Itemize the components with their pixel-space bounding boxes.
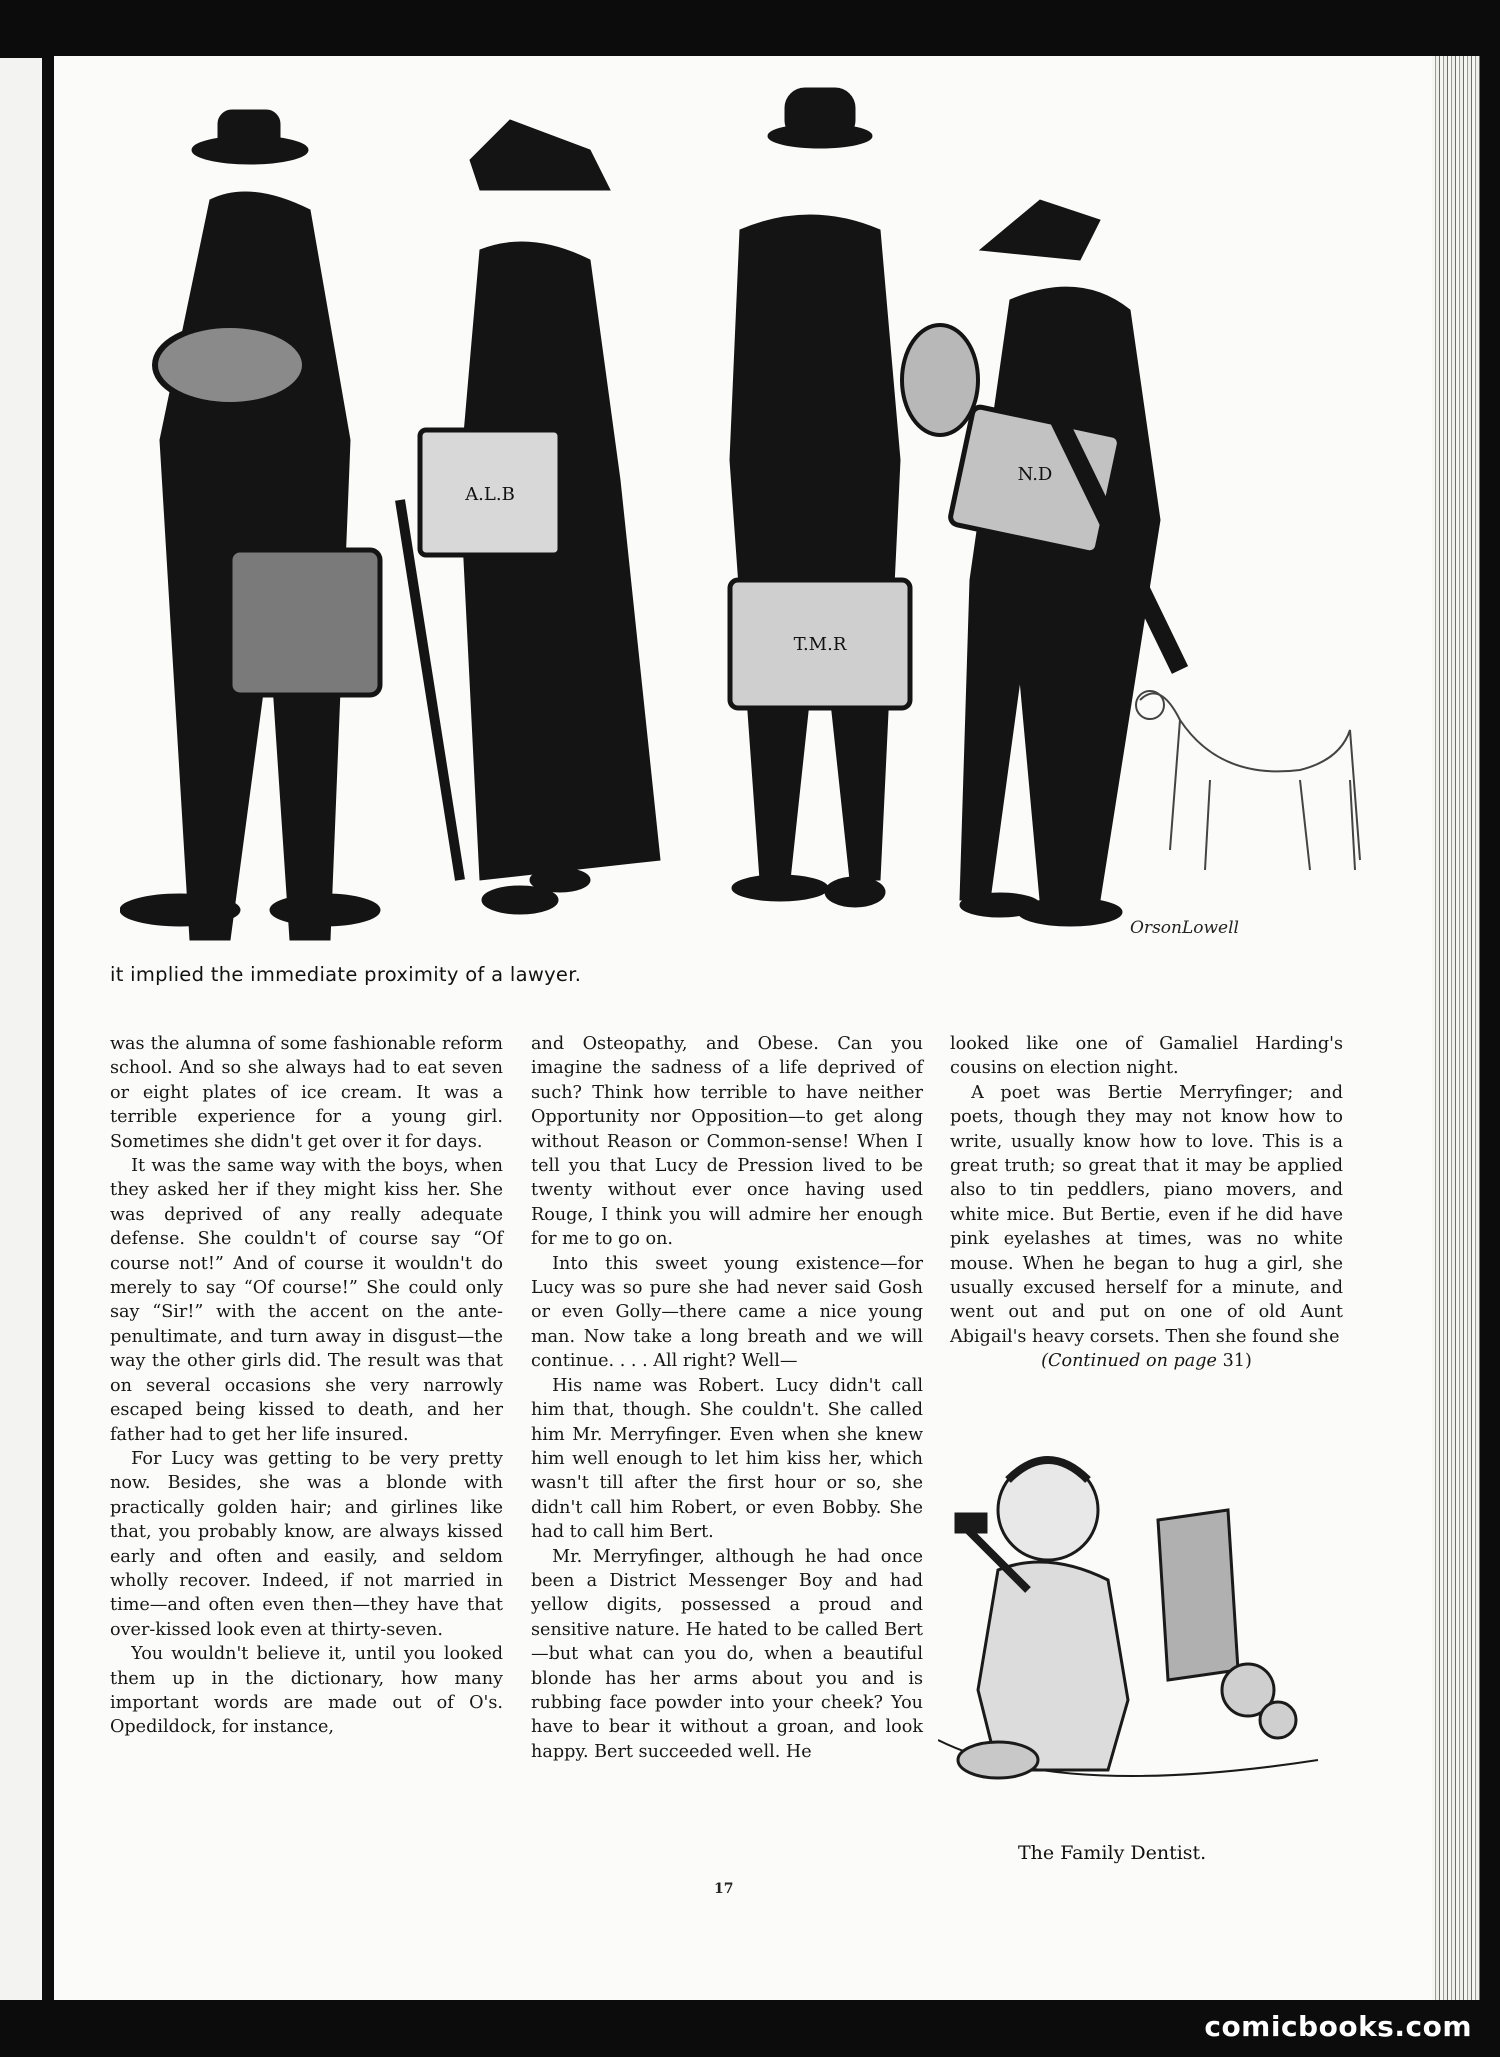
dog-sketch [1136, 691, 1360, 870]
figure-man-bottle [730, 88, 910, 907]
site-watermark: comicbooks.com [1204, 2010, 1472, 2043]
paragraph: Mr. Merryfinger, although he had once been a District Messenger Boy and had yellow digits, possessed a proud and sensitive nature. He hated to be called Bert—but what can you do, when a beautiful blonde has her arms about you and is rubbing face powder into your cheek? You have to bear it without a groan, and look happy. Bert succeeded well. He [531, 1546, 923, 1762]
four-figures-illustration [120, 80, 1370, 950]
text-column-2 [531, 1032, 923, 1764]
figure-man-fish [902, 200, 1180, 926]
satchel-initials: T.M.R [793, 634, 847, 655]
continued-text: (Continued on page [1041, 1351, 1217, 1372]
paragraph: It was the same way with the boys, when they asked her if they might kiss her. She was deprived of any really adequate defense. She couldn't of course say “Of course not!” And of course it wouldn't do merely to say “Of course!” She could only say “Sir!” with the accent on the ante-penultimate, and turn away in disgust—the way the other girls did. The result was that on several occasions she very narrowly escaped being kissed to death, and her father had to get her life insured. [110, 1156, 503, 1445]
continued-page: 31) [1222, 1351, 1252, 1372]
paragraph: was the alumna of some fashionable reform school. And so she always had to eat seven or eight plates of ice cream. It was a terrible experience for a young girl. Sometimes she didn't get over it for days. [110, 1034, 503, 1152]
figure-man-watermelon [120, 110, 380, 940]
text-column-1 [110, 1032, 503, 1740]
paragraph: Into this sweet young existence—for Lucy was so pure she had never said Gosh or even Golly—there came a nice young man. Now take a long breath and we will continue. . . . All right? Well— [531, 1253, 923, 1372]
artist-signature: OrsonLowell [1130, 918, 1239, 938]
paragraph: looked like one of Gamaliel Harding's cousins on election night. [950, 1034, 1343, 1079]
paragraph: His name was Robert. Lucy didn't call him that, though. She couldn't. She called him Mr. Merryfinger. Even when she knew him well enough to let him kiss her, which wasn't till after the first hour or so, she didn't call him Robert, or even Bobby. She had to call him Bert. [531, 1375, 923, 1543]
paragraph: and Osteopathy, and Obese. Can you imagine the sadness of a life deprived of such? Think how terrible to have neither Opportunity nor Opposition—to get along without Reason or Common-sense! When I tell you that Lucy de Pression lived to be twenty without ever once having used Rouge, I think you will admire her enough for me to go on. [531, 1034, 923, 1250]
paragraph: A poet was Bertie Merryfinger; and poets, though they may not know how to write, usually know how to love. This is a great truth; so great that it may be applied also to tin peddlers, piano movers, and white mice. But Bertie, even if he did have pink eyelashes at times, was no white mouse. When he began to hug a girl, she usually excused herself for a minute, and went out and put on one of old Aunt Abigail's heavy corsets. Then she found she [950, 1082, 1343, 1347]
facing-page-edge [0, 58, 42, 2000]
text-column-3 [950, 1032, 1343, 1374]
page-number: 17 [714, 1881, 734, 1897]
satchel-initials: N.D [1017, 464, 1053, 485]
continued-note [950, 1349, 1343, 1373]
family-dentist-illustration [938, 1440, 1358, 1840]
satchel-initials: A.L.B [465, 484, 515, 505]
illustration-caption: it implied the immediate proximity of a lawyer. [110, 963, 582, 986]
paragraph: For Lucy was getting to be very pretty now. Besides, she was a blonde with practically golden hair; and girlines like that, you probably know, are always kissed early and often and easily, and seldom wholly recover. Indeed, if not married in time—and often even then—they have that over-kissed look even at thirty-seven. [110, 1448, 503, 1640]
dentist-caption: The Family Dentist. [1018, 1842, 1207, 1864]
paragraph: You wouldn't believe it, until you looked them up in the dictionary, how many important words are made out of O's. Opedildock, for instance, [110, 1644, 503, 1738]
figure-woman-umbrella [400, 120, 660, 914]
page-stack-edge [1432, 56, 1480, 2000]
